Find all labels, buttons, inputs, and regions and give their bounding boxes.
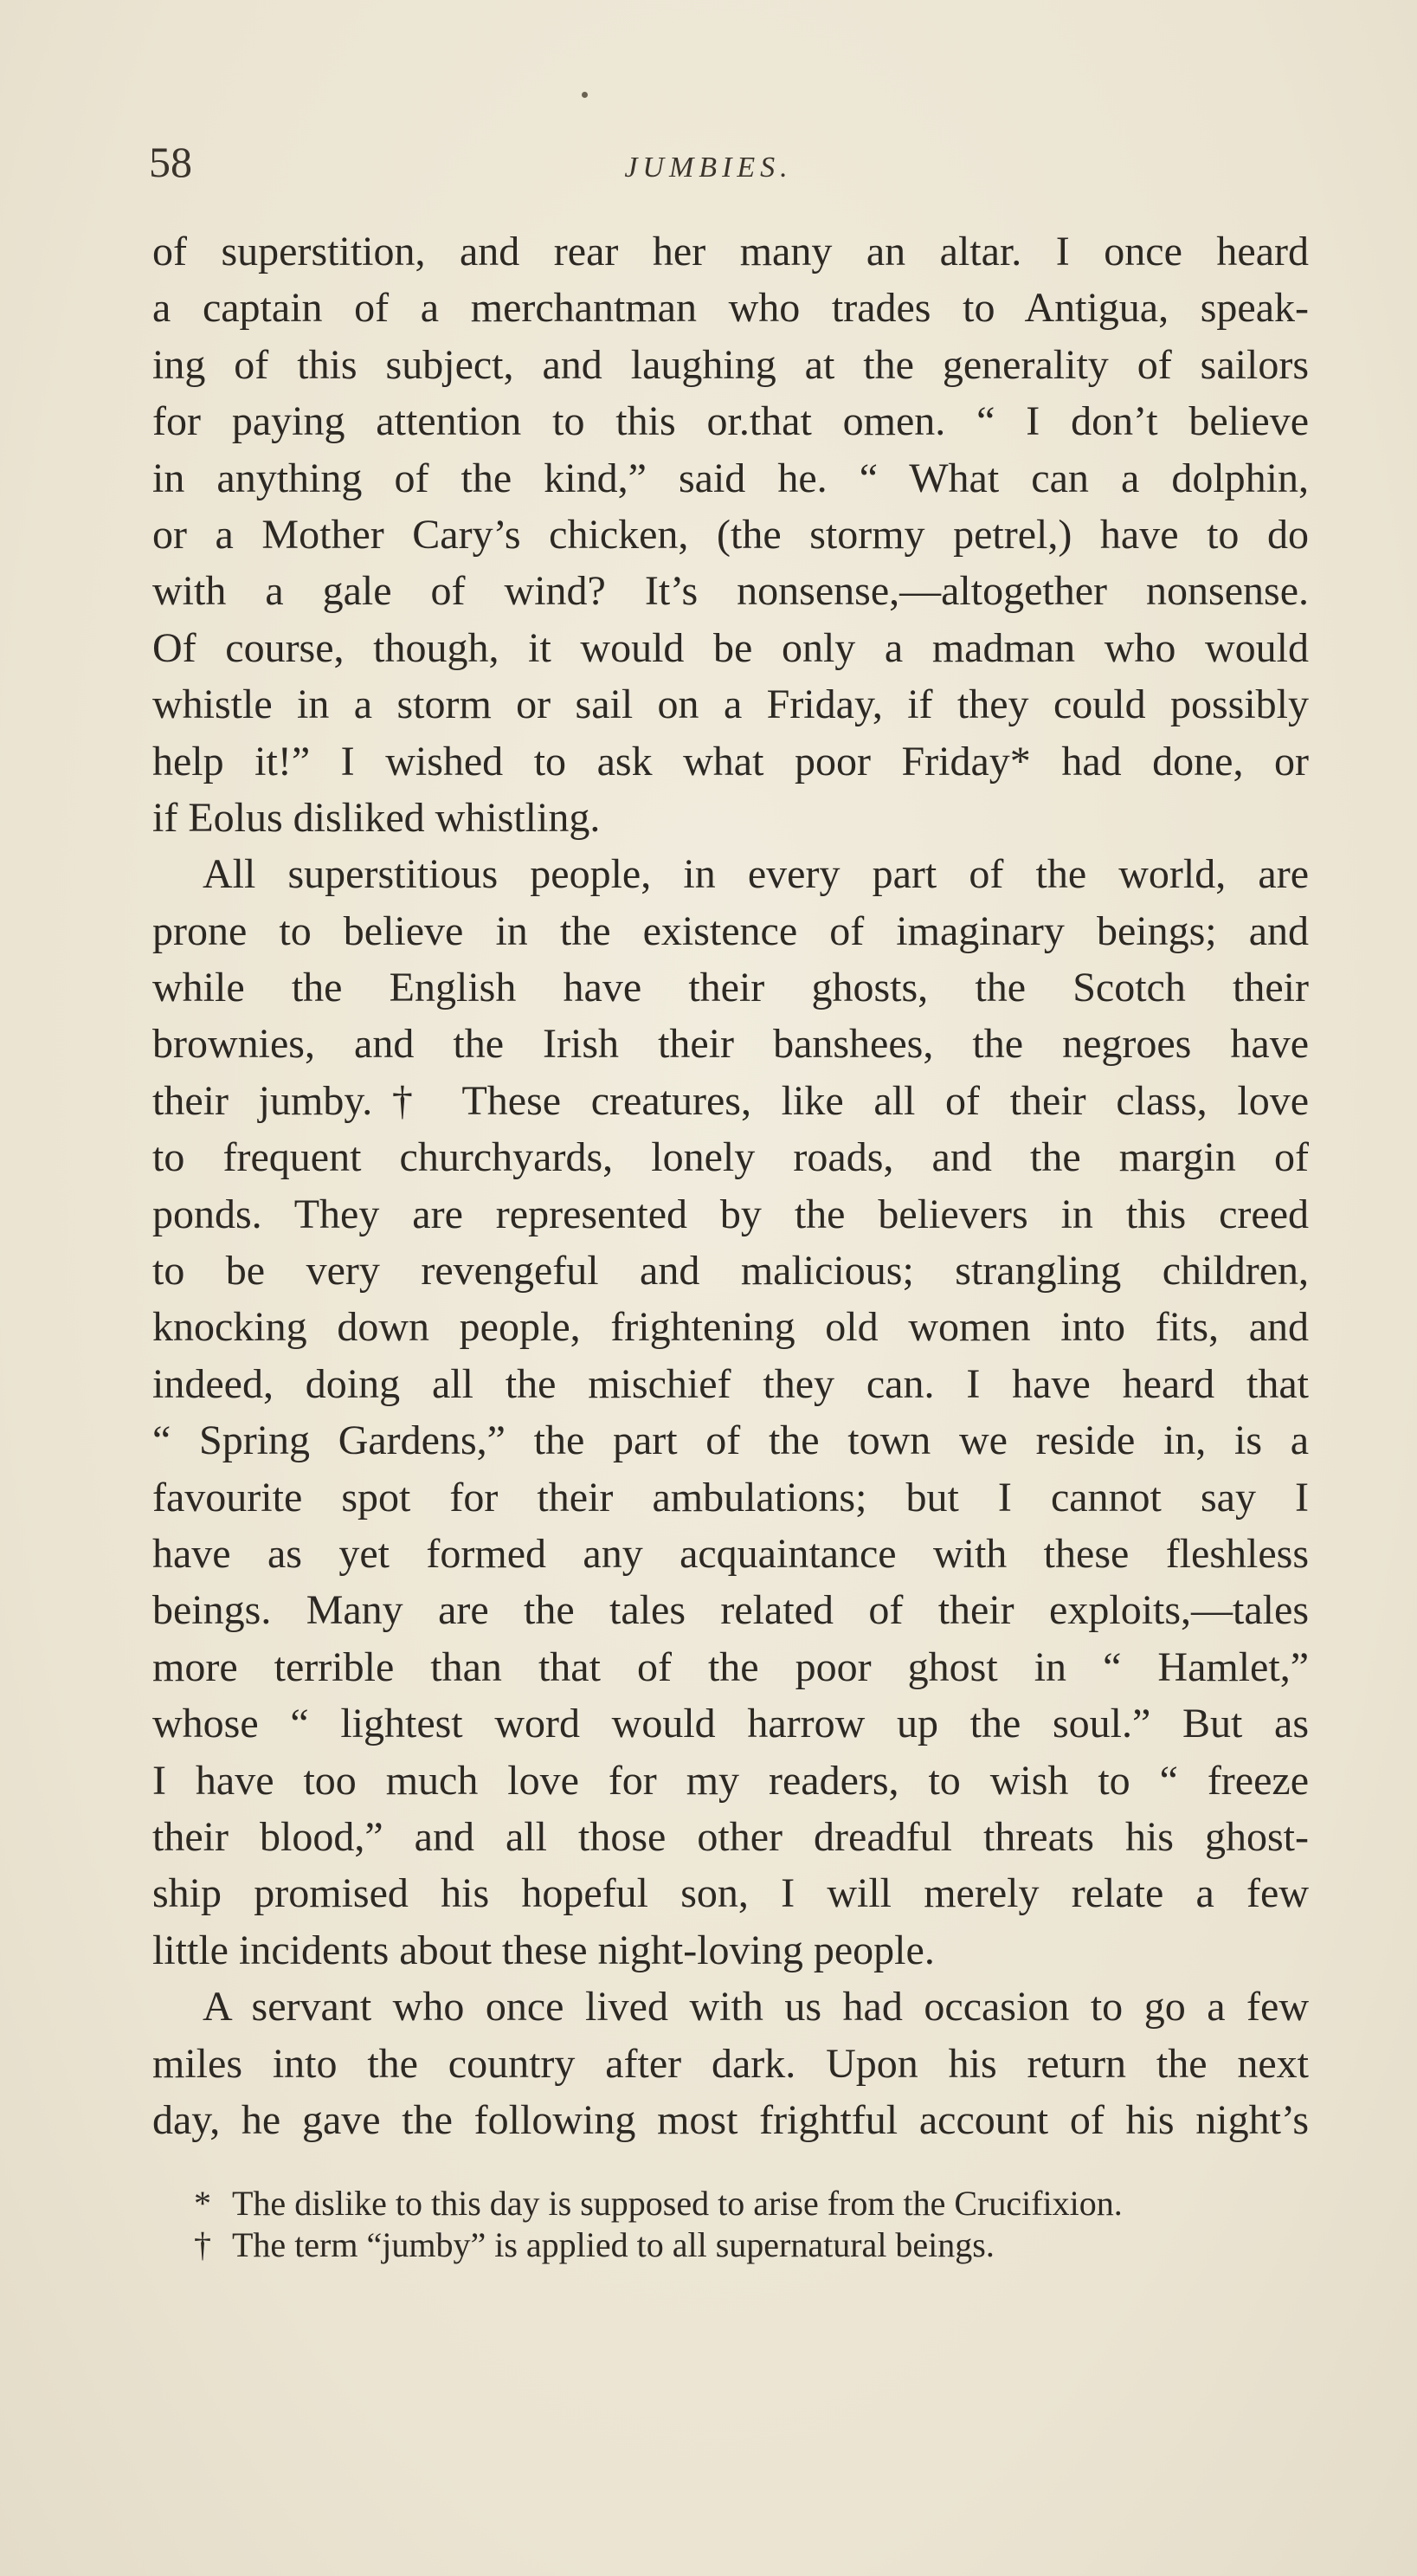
text-line: brownies, and the Irish their banshees, the negroes have <box>152 1021 1309 1068</box>
footnote-mark: † <box>194 2225 211 2264</box>
text-line: to be very revengeful and malicious; strangling children, <box>152 1248 1309 1294</box>
footnote <box>194 2183 1311 2224</box>
text-line: prone to believe in the existence of imaginary beings; and <box>152 907 1309 954</box>
ink-speck <box>582 92 588 98</box>
text-line: ponds. They are represented by the believers in this creed <box>152 1191 1309 1237</box>
text-line: or a Mother Cary’s chicken, (the stormy petrel,) have to do <box>152 511 1309 558</box>
text-line: miles into the country after dark. Upon his return the next <box>152 2040 1309 2087</box>
body-text <box>152 223 1309 2148</box>
text-line: their blood,” and all those other dreadful threats his ghost- <box>152 1813 1309 1860</box>
footnote <box>194 2224 1311 2266</box>
text-line: Of course, though, it would be only a madman who would <box>152 624 1309 671</box>
footnote-text: The dislike to this day is supposed to arise from the Crucifixion. <box>232 2184 1123 2223</box>
text-line: beings. Many are the tales related of their exploits,—tales <box>152 1587 1309 1634</box>
text-line: ship promised his hopeful son, I will merely relate a few <box>152 1870 1309 1917</box>
text-line: of superstition, and rear her many an altar. I once heard <box>152 229 1309 274</box>
text-line: whose “ lightest word would harrow up the soul.” But as <box>152 1701 1309 1747</box>
text-line: knocking down people, frightening old women into fits, and <box>152 1304 1309 1351</box>
text-line: favourite spot for their ambulations; but I cannot say I <box>152 1474 1309 1520</box>
footnote-text: The term “jumby” is applied to all supernatural beings. <box>232 2225 995 2264</box>
text-line: in anything of the kind,” said he. “ What can a dolphin, <box>152 455 1309 501</box>
text-line: to frequent churchyards, lonely roads, and the margin of <box>152 1134 1309 1181</box>
text-line: indeed, doing all the mischief they can. I have heard that <box>152 1360 1309 1407</box>
text-line: a captain of a merchantman who trades to Antigua, speak- <box>152 285 1309 332</box>
text-line: more terrible than that of the poor ghost in “ Hamlet,” <box>152 1643 1309 1690</box>
paragraph-start-line: All superstitious people, in every part of the world, are <box>203 851 1309 898</box>
text-line: little incidents about these night-loving people. <box>152 1927 935 1973</box>
text-line: “ Spring Gardens,” the part of the town we reside in, is a <box>152 1417 1309 1464</box>
text-line: have as yet formed any acquaintance with these fleshless <box>152 1530 1309 1577</box>
text-line: whistle in a storm or sail on a Friday, if they could possibly <box>152 681 1309 728</box>
footnote-mark: * <box>194 2184 211 2223</box>
text-line: while the English have their ghosts, the Scotch their <box>152 965 1309 1011</box>
text-line: for paying attention to this or.that omen. “ I don’t believe <box>152 398 1309 445</box>
text-line: ing of this subject, and laughing at the generality of sailors <box>152 341 1309 388</box>
text-line: their jumby.† These creatures, like all of their class, love <box>152 1077 1309 1124</box>
text-line: day, he gave the following most frightful account of his night’s <box>152 2096 1309 2143</box>
page-number: 58 <box>149 138 192 186</box>
text-line: I have too much love for my readers, to wish to “ freeze <box>152 1757 1309 1804</box>
text-line: with a gale of wind? It’s nonsense,—altogether nonsense. <box>152 568 1309 615</box>
running-head: JUMBIES. <box>624 152 793 184</box>
paragraph-start-line: A servant who once lived with us had occasion to go a few <box>203 1984 1309 2030</box>
text-line: if Eolus disliked whistling. <box>152 794 601 841</box>
footnotes <box>194 2183 1311 2266</box>
text-line: help it!” I wished to ask what poor Friday* had done, or <box>152 738 1309 784</box>
